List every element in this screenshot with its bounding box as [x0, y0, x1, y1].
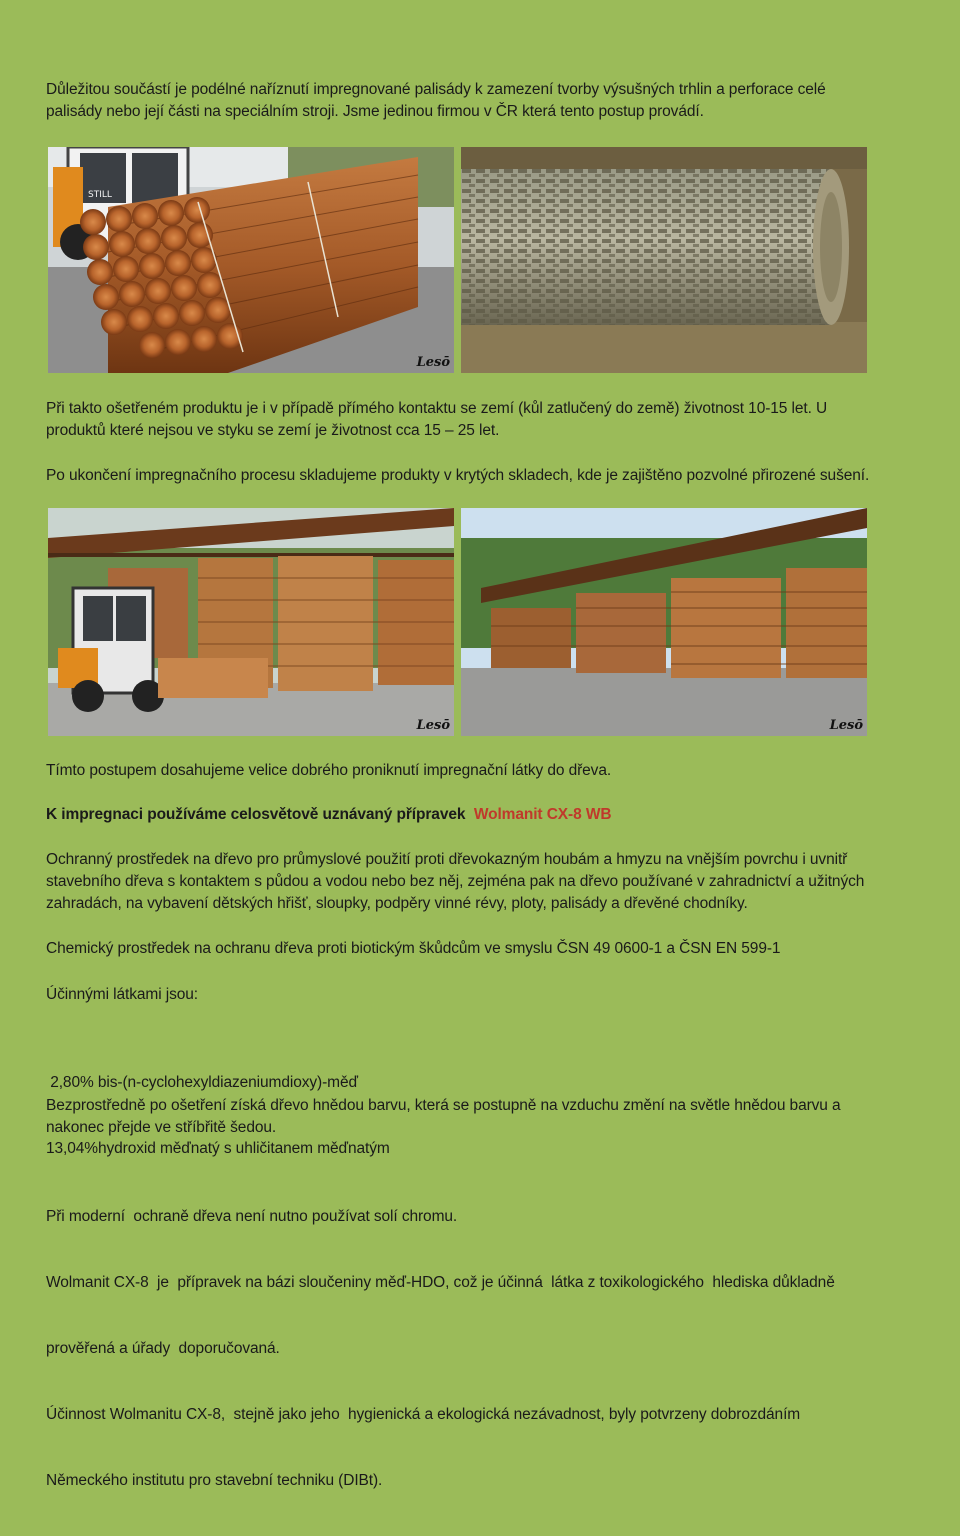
leso-logo-1-text: Lesō: [416, 355, 450, 370]
perforated-palisade-image: [461, 147, 867, 373]
closing-line-3: prověřená a úřady doporučovaná.: [46, 1340, 280, 1357]
leso-logo-3-text: Lesō: [829, 718, 863, 733]
color-change-line-1: Bezprostředně po ošetření získá dřevo hnědou barvu, která se postupně na vzduchu změní na světle hnědou barvu a: [46, 1097, 841, 1114]
ingredients-heading: [46, 984, 916, 1006]
closing-paragraph: [46, 1162, 916, 1536]
closing-line-4: Účinnost Wolmanitu CX-8, stejně jako jeho hygienická a ekologická nezávadnost, byly potvrzeny dobrozdáním: [46, 1406, 801, 1423]
covered-warehouse-stacks-image: [461, 508, 867, 736]
standard-paragraph: [46, 938, 916, 960]
description-paragraph: [46, 849, 916, 915]
photo-palisade-stack: [48, 147, 454, 373]
lifespan-line-2: produktů které nejsou ve styku se zemí je životnost cca 15 – 25 let.: [46, 422, 500, 439]
standard-line-1: Chemický prostředek na ochranu dřeva proti biotickým škůdcům ve smyslu ČSN 49 0600-1 a ČSN EN 599-1: [46, 940, 781, 957]
color-change-line-2: nakonec přejde ve stříbřitě šedou.: [46, 1119, 277, 1136]
penetration-paragraph: [46, 760, 916, 782]
intro-line-2: palisády nebo její části na speciálním stroji. Jsme jedinou firmou v ČR která tento postup provádí.: [46, 103, 704, 120]
closing-line-2: Wolmanit CX-8 je přípravek na bázi sloučeniny měď-HDO, což je účinná látka z toxikologického hlediska důkladně: [46, 1274, 835, 1291]
description-line-2: stavebního dřeva s kontaktem s půdou a vodou nebo bez něj, zejména pak na dřevo používané v zahradnictví a užitných: [46, 873, 865, 890]
penetration-line-1: Tímto postupem dosahujeme velice dobrého proniknutí impregnační látky do dřeva.: [46, 762, 612, 779]
photo-covered-warehouse-stacks: [461, 508, 867, 736]
closing-line-1: Při moderní ochraně dřeva není nutno používat solí chromu.: [46, 1208, 458, 1225]
lifespan-line-1: Při takto ošetřeném produktu je i v případě přímého kontaktu se zemí (kůl zatlučený do země) životnost 10-15 let. U: [46, 400, 828, 417]
storage-line-1: Po ukončení impregnačního procesu skladujeme produkty v krytých skladech, kde je zajištěno pozvolné přirozené sušení.: [46, 467, 870, 484]
product-lead: K impregnaci používáme celosvětově uznávaný přípravek: [46, 806, 466, 823]
ingredients-heading-text: Účinnými látkami jsou:: [46, 986, 198, 1003]
ingredient-item-2: 13,04%hydroxid měďnatý s uhličitanem měďnatým: [46, 1140, 390, 1157]
intro-line-1: Důležitou součástí je podélné naříznutí impregnované palisády k zamezení tvorby výsušných trhlin a perforace celé: [46, 81, 826, 98]
forklift-brand-label: STILL: [88, 190, 112, 200]
palisade-stack-image: [48, 147, 454, 373]
leso-logo-1: [416, 355, 450, 370]
product-paragraph: [46, 804, 916, 826]
description-line-1: Ochranný prostředek na dřevo pro průmyslové použití proti dřevokazným houbám a hmyzu na vnějším povrchu i uvnitř: [46, 851, 848, 868]
color-change-paragraph: [46, 1095, 916, 1139]
leso-logo-3: [829, 718, 863, 733]
covered-warehouse-forklift-image: [48, 508, 454, 736]
leso-logo-2-text: Lesō: [416, 718, 450, 733]
storage-paragraph: [46, 465, 916, 487]
description-line-3: zahradách, na vybavení dětských hřišť, sloupky, podpěry vinné révy, ploty, palisády a dřevěné chodníky.: [46, 895, 748, 912]
photo-perforated-palisade: [461, 147, 867, 373]
intro-paragraph: [46, 79, 916, 123]
closing-line-5: Německého institutu pro stavební techniku (DIBt).: [46, 1472, 383, 1489]
product-name: Wolmanit CX-8 WB: [473, 806, 612, 823]
photo-covered-warehouse-forklift: [48, 508, 454, 736]
ingredient-item-1: 2,80% bis-(n-cyclohexyldiazeniumdioxy)-měď: [46, 1074, 358, 1091]
lifespan-paragraph: [46, 398, 916, 442]
leso-logo-2: [416, 718, 450, 733]
